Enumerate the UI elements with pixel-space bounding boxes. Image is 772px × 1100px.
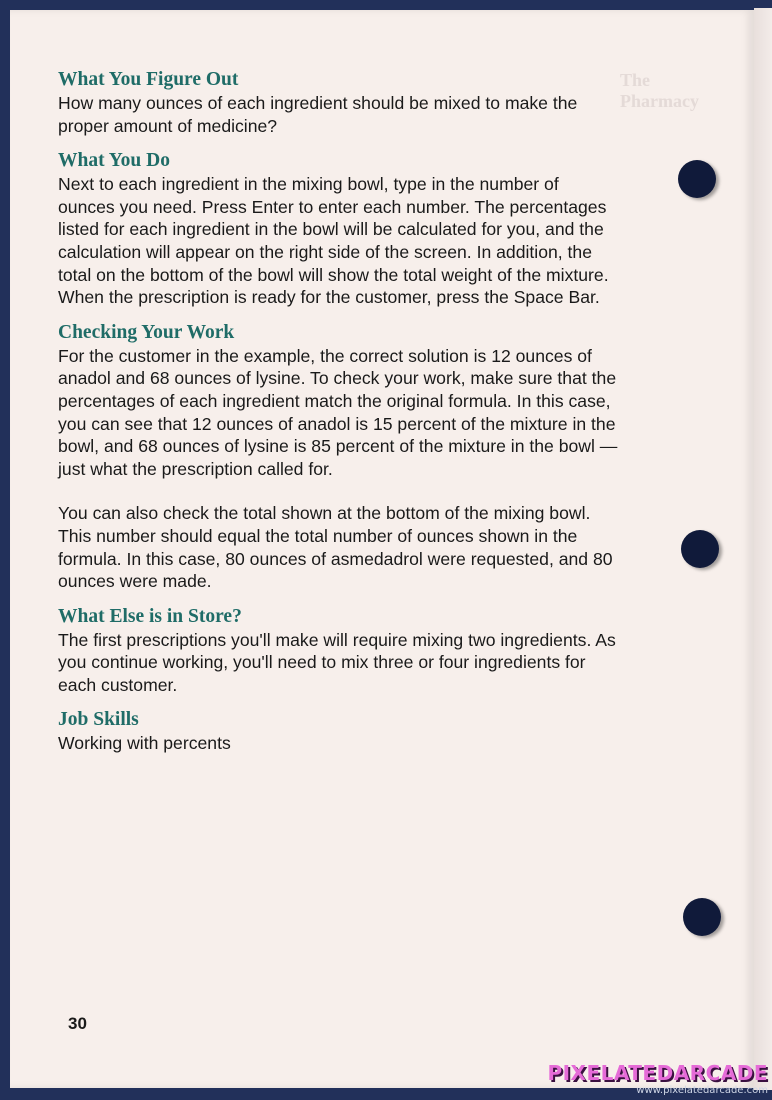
section-paragraph: For the customer in the example, the correct solution is 12 ounces of anadol and 68 ounces of lysine. To check your work, make sure that the percentages of each ingredient match the original formula. In this case, you can see that 12 ounces of anadol is 15 percent of the mixture in the bowl, and 68 ounces of lysine is 85 percent of the mixture in the bowl — just what the prescription called for.	[58, 345, 618, 479]
section-heading: What Else is in Store?	[58, 605, 242, 627]
watermark-url: www.pixelatedarcade.com	[636, 1085, 768, 1096]
watermark-title: PIXELATEDARCADE	[547, 1061, 768, 1085]
page-content	[58, 68, 618, 767]
binder-hole-icon	[681, 530, 719, 568]
section-heading: Checking Your Work	[58, 321, 235, 343]
section-job-skills	[58, 708, 618, 755]
binder-hole-icon	[678, 160, 716, 198]
section-paragraph: Working with percents	[58, 733, 231, 754]
section-what-else-is-in-store	[58, 605, 618, 697]
page-number: 30	[68, 1014, 87, 1033]
page-edge	[754, 8, 772, 1090]
section-heading: What You Do	[58, 150, 170, 172]
section-paragraph: You can also check the total shown at the bottom of the mixing bowl. This number should equal the total number of ounces shown in the formula. In this case, 80 ounces of asmedadrol were requested, and 80 ounces were made.	[58, 503, 613, 592]
section-heading: What You Figure Out	[58, 69, 239, 90]
section-paragraph: Next to each ingredient in the mixing bowl, type in the number of ounces you need. Press Enter to enter each number. The percentages listed for each ingredient in the bowl will be calculated for you, and the calculation will appear on the right side of the screen. In addition, the total on the bottom of the bowl will show the total weight of the mixture. When the prescription is ready for the customer, press the Space Bar.	[58, 174, 609, 308]
watermark-logo	[547, 1061, 768, 1096]
section-what-you-do	[58, 149, 618, 309]
section-what-you-figure-out	[58, 68, 618, 137]
section-paragraph: The first prescriptions you'll make will require mixing two ingredients. As you continue working, you'll need to mix three or four ingredients for each customer.	[58, 629, 616, 695]
section-checking-your-work	[58, 321, 618, 593]
section-heading: Job Skills	[58, 709, 139, 731]
bleed-through-heading: The Pharmacy	[620, 70, 699, 111]
section-paragraph: How many ounces of each ingredient should be mixed to make the proper amount of medicine?	[58, 93, 578, 136]
binder-hole-icon	[683, 898, 721, 936]
